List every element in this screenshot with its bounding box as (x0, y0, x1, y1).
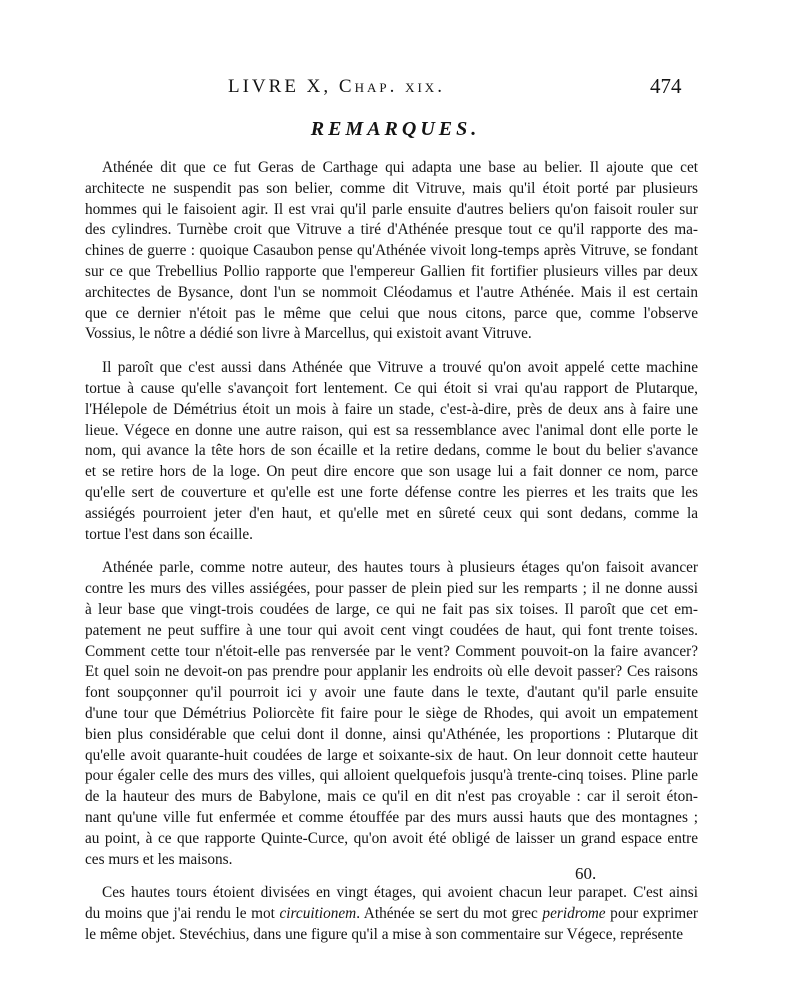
text-line: tortue à cause qu'elle s'avançoit fort lentement. Ce qui étoit si vrai qu'au rapport de Plutarque, (85, 379, 698, 397)
text-line: architecte ne suspendit pas son belier, comme dit Vitruve, mais qu'il étoit porté par plusieurs (85, 179, 698, 197)
running-title: LIVRE X, Chap. xix. (228, 76, 445, 97)
text-line: hommes qui le faisoient agir. Il est vrai qu'il parle ensuite d'autres beliers qu'on faisoit rouler sur (85, 200, 698, 218)
text-line: l'Hélepole de Démétrius étoit un mois à faire un stade, c'est-à-dire, près de deux ans à faire une (85, 400, 698, 418)
text-line: architectes de Bysance, dont l'un se nommoit Cléodamus et l'autre Athénée. Mais il est certain (85, 283, 698, 301)
page-number: 474 (650, 74, 682, 98)
text-line: chines de guerre : quoique Casaubon pense qu'Athénée vivoit long-temps après Vitruve, se fondant (85, 242, 698, 260)
section-title: REMARQUES. (310, 118, 481, 140)
text-line: Il paroît que c'est aussi dans Athénée que Vitruve a trouvé qu'on avoit appelé cette machine (102, 359, 698, 377)
signature-mark: 60. (575, 864, 597, 883)
paragraph (85, 158, 698, 345)
text-line: bien plus considérable que celui dont il donne, ainsi qu'Athénée, les proportions : Plutarque dit (85, 725, 698, 743)
text-line: font soupçonner qu'il pourroit ici y avoir une faute dans le texte, d'autant qu'il parle ensuite (85, 684, 698, 702)
running-head (0, 76, 791, 106)
text-line: Athénée parle, comme notre auteur, des hautes tours à plusieurs étages qu'on faisoit avancer (102, 559, 698, 577)
text-line: le même objet. Stevéchius, dans une figure qu'il a mise à son commentaire sur Végece, représente (85, 925, 683, 943)
text-line: patement ne peut suffire à une tour qui avoit cent vingt coudées de haut, qui font trente toises. (85, 621, 698, 639)
text-line: Ces hautes tours étoient divisées en vingt étages, qui avoient chacun leur parapet. C'est ainsi (102, 884, 698, 902)
text-line: Et quel soin ne devoit-on pas prendre pour applanir les endroits où elle devoit passer? Ces raisons (85, 663, 698, 681)
text-line: nant qu'une ville fut enfermée et comme étouffée par des murs aussi hauts que des montagnes ; (85, 808, 698, 826)
text-line: tortue l'est dans son écaille. (85, 525, 253, 543)
text-line: Comment cette tour n'étoit-elle pas renversée par le vent? Comment pouvoit-on la faire avancer? (85, 642, 698, 660)
text-line: qu'elle avoit quarante-huit coudées de large et soixante-six de haut. On leur donnoit cette hauteur (85, 746, 698, 764)
text-line: pour égaler celle des murs des villes, qui alloient quelquefois jusqu'à trente-cinq toises. Pline parle (85, 767, 698, 785)
text-line: contre les murs des villes assiégées, pour passer de plein pied sur les remparts ; il ne donne aussi (85, 580, 698, 598)
text-line: ces murs et les maisons. (85, 850, 233, 868)
text-line: sur ce que Trebellius Pollio rapporte que l'empereur Gallien fit fortifier plusieurs villes par deux (85, 262, 698, 280)
text-line: des cylindres. Turnèbe croit que Vitruve a tiré d'Athénée presque tout ce qu'il rapporte des ma- (85, 221, 698, 239)
text-line: au point, à ce que rapporte Quinte-Curce, qu'on avoit été obligé de laisser un grand espace entre (85, 829, 698, 847)
text-line: que ce dernier n'étoit pas le même que celui que nous citons, parce que, comme l'observe (85, 304, 698, 322)
text-line: et se retire hors de la loge. On peut dire encore que son usage lui a fait donner ce nom, parce (85, 463, 698, 481)
text-line: lieue. Végece en donne une autre raison, qui est sa ressemblance avec l'animal dont elle porte le (85, 421, 698, 439)
text-line: Vossius, le nôtre a dédié son livre à Marcellus, qui existoit avant Vitruve. (85, 325, 532, 343)
body-text (85, 158, 698, 946)
paragraph (85, 883, 698, 945)
text-line: qu'elle sert de couverture et qu'elle est une forte défense contre les pierres et les traits que les (85, 483, 698, 501)
text-line: nom, qui avance la tête hors de son écaille et la retire dedans, comme le bout du belier s'avance (85, 442, 698, 460)
paragraph (85, 558, 698, 870)
text-line: à leur base que vingt-trois coudées de large, ce qui ne fait pas six toises. Il paroît que cet em- (85, 600, 698, 618)
text-line: Athénée dit que ce fut Geras de Carthage qui adapta une base au belier. Il ajoute que cet (102, 159, 698, 176)
text-line: de la hauteur des murs de Babylone, mais ce qu'il en dit n'est pas croyable : car il seroit éton- (85, 788, 698, 806)
paragraph (85, 358, 698, 545)
text-line: d'une tour que Démétrius Poliorcète fit faire pour le siège de Rhodes, qui avoit un empatement (85, 704, 698, 722)
text-line: assiégés pourroient jeter d'en haut, et qu'elle met en sûreté ceux qui sont dedans, comme la (85, 504, 698, 522)
text-line: du moins que j'ai rendu le mot circuitionem. Athénée se sert du mot grec peridrome pour exprimer (85, 905, 698, 923)
